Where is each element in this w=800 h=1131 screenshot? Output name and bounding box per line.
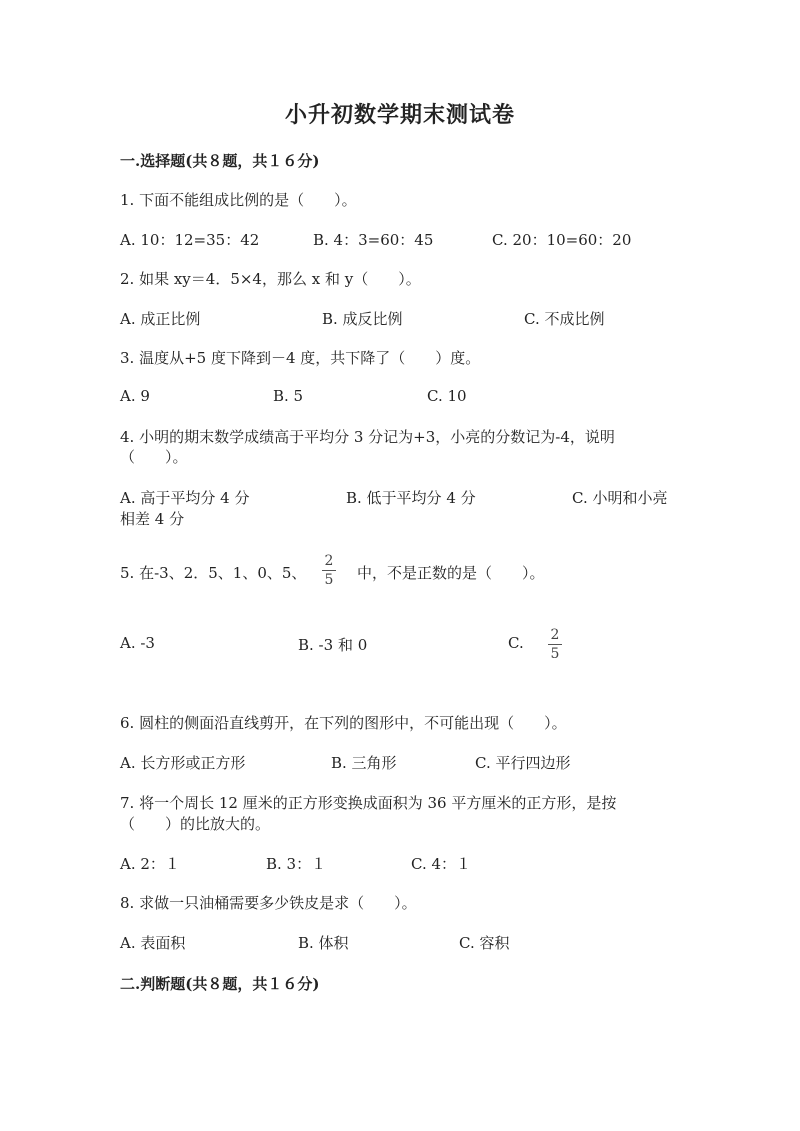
question-2: 2. 如果 xy＝4．5×4，那么 x 和 y（ ）。 (120, 270, 421, 288)
q5-option-c-bar (548, 644, 562, 645)
question-5: 5. 在-3、2．5、1、0、5、 (120, 564, 307, 582)
question-5-tail: 中，不是正数的是（ ）。 (357, 564, 545, 582)
q3-option-c[interactable]: C. 10 (427, 387, 467, 405)
q8-option-c[interactable]: C. 容积 (459, 934, 510, 952)
q4-option-b[interactable]: B. 低于平均分 4 分 (346, 489, 476, 507)
q1-option-b[interactable]: B. 4：3=60：45 (313, 231, 434, 249)
q5-option-c-fraction (548, 627, 562, 662)
q4-option-c-wrap: 相差 4 分 (120, 510, 185, 528)
question-6: 6. 圆柱的侧面沿直线剪开，在下列的图形中，不可能出现（ ）。 (120, 714, 567, 732)
q8-option-b[interactable]: B. 体积 (298, 934, 349, 952)
question-8: 8. 求做一只油桶需要多少铁皮是求（ ）。 (120, 894, 417, 912)
q5-fraction-denominator: 5 (324, 572, 334, 588)
question-3: 3. 温度从+5 度下降到－4 度，共下降了（ ）度。 (120, 349, 481, 367)
q6-option-b[interactable]: B. 三角形 (331, 754, 397, 772)
q3-option-a[interactable]: A. 9 (120, 387, 150, 405)
q7-option-b[interactable]: B. 3：１ (266, 855, 327, 873)
section-heading-judgement: 二.判断题(共８题，共１６分) (120, 975, 320, 993)
q5-fraction-bar (322, 570, 336, 571)
section-heading-choice: 一.选择题(共８题，共１６分) (120, 152, 320, 170)
q7-option-c[interactable]: C. 4：１ (411, 855, 472, 873)
q6-option-a[interactable]: A. 长方形或正方形 (120, 754, 246, 772)
question-7-wrap: （ ）的比放大的。 (120, 815, 271, 833)
question-4-wrap: （ ）。 (120, 448, 188, 466)
q4-option-a[interactable]: A. 高于平均分 4 分 (120, 489, 250, 507)
q6-option-c[interactable]: C. 平行四边形 (475, 754, 571, 772)
q4-option-c[interactable]: C. 小明和小亮 (572, 489, 668, 507)
q1-option-c[interactable]: C. 20：10=60：20 (492, 231, 632, 249)
q5-fraction-numerator: 2 (324, 553, 334, 569)
question-1: 1. 下面不能组成比例的是（ ）。 (120, 191, 357, 209)
q3-option-b[interactable]: B. 5 (273, 387, 304, 405)
q5-option-b[interactable]: B. -3 和 0 (298, 636, 368, 654)
q5-fraction (322, 553, 336, 588)
page-title: 小升初数学期末测试卷 (284, 102, 515, 128)
q5-option-a[interactable]: A. -3 (120, 634, 155, 652)
q1-option-a[interactable]: A. 10：12=35：42 (120, 231, 260, 249)
q8-option-a[interactable]: A. 表面积 (120, 934, 186, 952)
q5-option-c-denominator: 5 (550, 646, 560, 662)
q5-option-c-numerator: 2 (550, 627, 560, 643)
q2-option-a[interactable]: A. 成正比例 (120, 310, 201, 328)
question-4: 4. 小明的期末数学成绩高于平均分 3 分记为+3，小亮的分数记为-4，说明 (120, 428, 615, 446)
q2-option-b[interactable]: B. 成反比例 (322, 310, 403, 328)
q7-option-a[interactable]: A. 2：１ (120, 855, 180, 873)
q2-option-c[interactable]: C. 不成比例 (524, 310, 605, 328)
question-7: 7. 将一个周长 12 厘米的正方形变换成面积为 36 平方厘米的正方形，是按 (120, 794, 617, 812)
q5-option-c[interactable]: C. (508, 634, 524, 652)
